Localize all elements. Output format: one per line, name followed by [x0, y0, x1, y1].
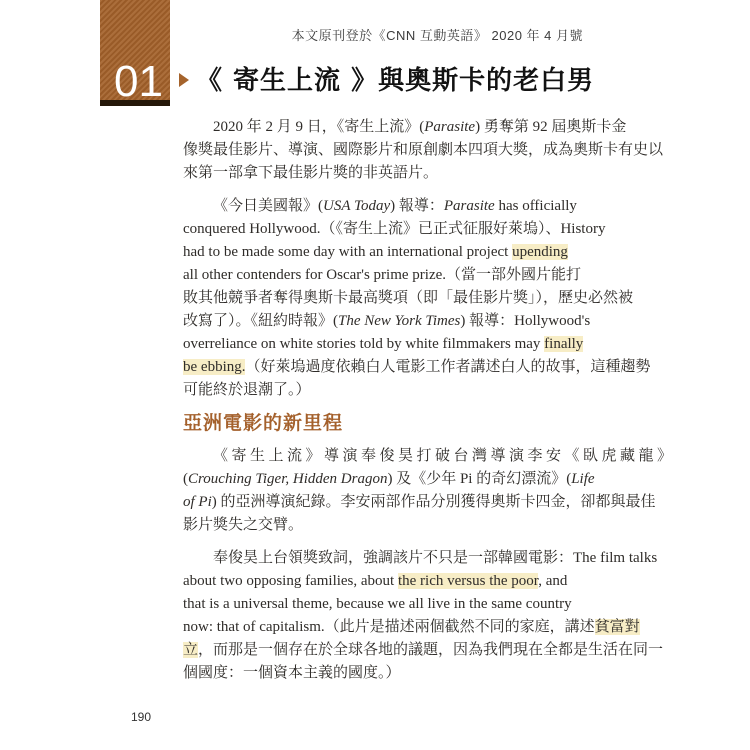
text-segment: ) 報導： — [390, 198, 444, 214]
text-segment: that is a universal theme, because we all live in the same country — [183, 596, 572, 612]
text-segment: ) 報導：Hollywood's — [460, 313, 591, 329]
text-line — [183, 241, 571, 264]
text-line — [183, 491, 656, 514]
paragraph — [183, 116, 664, 185]
text-segment: ( — [183, 471, 188, 487]
text-segment: USA Today — [323, 198, 391, 214]
arrow-right-icon — [179, 73, 189, 87]
text-line — [183, 616, 640, 639]
text-segment: ，而那是一個存在於全球各地的議題，因為我們現在全都是生活在同一 — [198, 642, 664, 658]
highlighted-text: finally — [544, 336, 584, 352]
text-line — [183, 514, 571, 537]
text-line — [183, 593, 571, 616]
text-line — [183, 445, 676, 468]
paragraph — [183, 547, 664, 685]
highlighted-text: 立 — [183, 642, 199, 658]
highlighted-text: the rich versus the poor — [397, 573, 539, 589]
article-body — [183, 116, 676, 695]
page-title: 《 寄生上流 》與奧斯卡的老白男 — [196, 66, 595, 96]
text-segment: overreliance on white stories told by white filmmakers may — [183, 336, 545, 352]
text-segment: has officially — [494, 198, 577, 214]
text-segment: Life — [571, 471, 595, 487]
text-segment: 《寄生上流》導演奉俊昊打破台灣導演李安《臥虎藏龍》 — [213, 448, 676, 464]
text-line — [183, 570, 571, 593]
text-segment: 個國度：一個資本主義的國度。） — [183, 665, 401, 681]
text-line — [183, 547, 658, 570]
text-segment: The New York Times — [338, 313, 461, 329]
text-segment: now: that of capitalism.（此片是描述兩個截然不同的家庭，講述 — [183, 619, 595, 635]
text-segment: Parasite — [424, 119, 476, 135]
highlighted-text: be ebbing. — [183, 359, 246, 375]
text-segment: 敗其他競爭者奪得奧斯卡最高獎項（即「最佳影片獎」），歷史必然被 — [183, 290, 634, 306]
text-segment: had to be made some day with an international project — [183, 244, 513, 260]
text-segment: 《今日美國報》( — [213, 198, 323, 214]
text-line — [183, 356, 651, 379]
text-line — [183, 639, 664, 662]
text-line — [183, 310, 591, 333]
text-segment: all other contenders for Oscar's prime prize.（當一部外國片能打 — [183, 267, 582, 283]
text-line — [183, 379, 571, 402]
text-segment: ) 勇奪第 92 屆奧斯卡金 — [475, 119, 627, 135]
text-segment: 改寫了）。《紐約時報》( — [183, 313, 338, 329]
text-segment: about two opposing families, about — [183, 573, 398, 589]
text-line — [183, 662, 571, 685]
text-line — [183, 468, 595, 491]
section-heading: 亞洲電影的新里程 — [183, 412, 344, 434]
text-segment: 來第一部拿下最佳影片獎的非英語片。 — [183, 165, 439, 181]
text-segment: ) 及《少年 Pi 的奇幻漂流》( — [387, 471, 572, 487]
text-line — [183, 116, 627, 139]
highlighted-text: 貧富對 — [594, 619, 640, 635]
chapter-number: 01 — [114, 57, 163, 106]
title-row — [179, 60, 719, 97]
text-segment: , and — [538, 573, 568, 589]
text-segment: Crouching Tiger, Hidden Dragon — [188, 471, 388, 487]
text-line — [183, 264, 582, 287]
text-segment: 2020 年 2 月 9 日，《寄生上流》( — [213, 119, 425, 135]
text-segment: 像獎最佳影片、導演、國際影片和原創劇本四項大獎，成為奧斯卡有史以 — [183, 142, 664, 158]
paragraph — [183, 195, 651, 402]
text-segment: 奉俊昊上台領獎致詞，強調該片不只是一部韓國電影：The film talks — [213, 550, 658, 566]
text-line — [183, 162, 571, 185]
text-segment: conquered Hollywood.（《寄生上流》已正式征服好萊塢）、History — [183, 221, 606, 237]
text-segment: ) 的亞洲導演紀錄。李安兩部作品分別獲得奧斯卡四金，卻都與最佳 — [211, 494, 656, 510]
text-segment: 影片獎失之交臂。 — [183, 517, 304, 533]
chapter-number-box — [100, 0, 170, 106]
text-line — [183, 218, 606, 241]
header-source-note: 本文原刊登於《CNN 互動英語》 2020 年 4 月號 — [291, 28, 583, 43]
text-segment: 可能終於退潮了。） — [183, 382, 311, 398]
paragraph — [183, 445, 676, 537]
text-segment: （好萊塢過度依賴白人電影工作者講述白人的故事，這種趨勢 — [245, 359, 651, 375]
text-line — [183, 287, 634, 310]
page-number: 190 — [131, 710, 152, 724]
text-line — [183, 139, 664, 162]
text-segment: Parasite — [443, 198, 495, 214]
text-segment: of Pi — [183, 494, 212, 510]
highlighted-text: upending — [512, 244, 568, 260]
text-line — [183, 195, 577, 218]
text-line — [183, 333, 584, 356]
